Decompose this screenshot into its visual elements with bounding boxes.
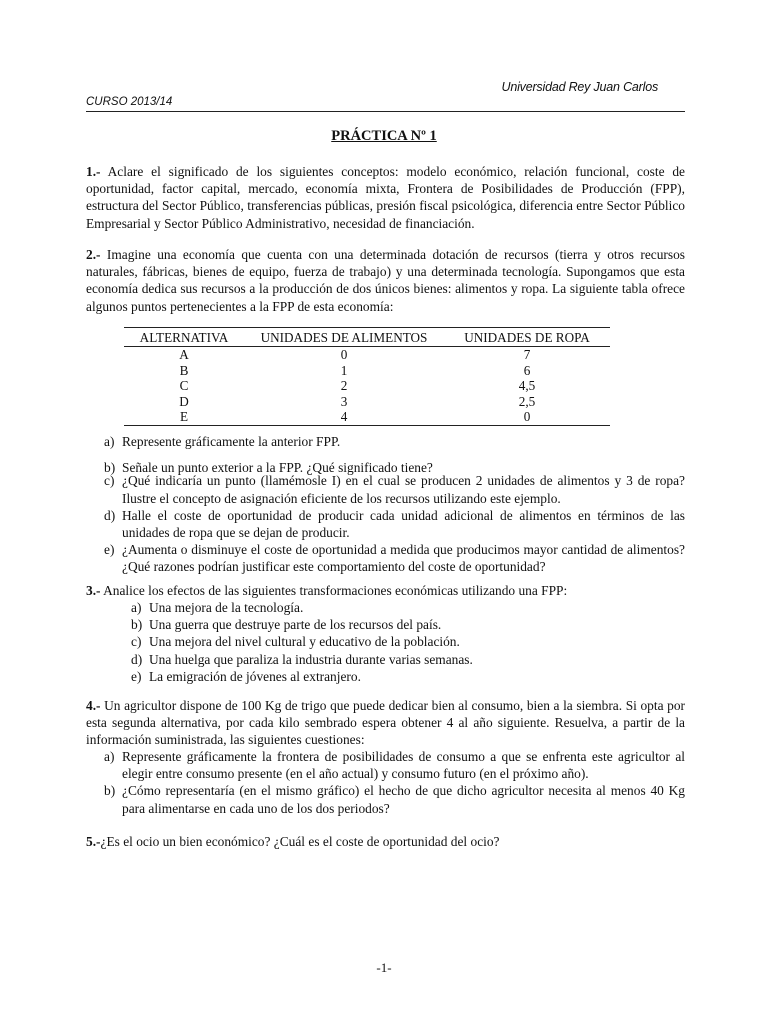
item-label: b) [104, 460, 116, 476]
question-5-text: ¿Es el ocio un bien económico? ¿Cuál es el coste de oportunidad del ocio? [100, 834, 500, 849]
table-cell: E [124, 409, 244, 425]
question-2-subitems [104, 433, 685, 576]
item-text: Halle el coste de oportunidad de producir cada unidad adicional de alimentos en términos de las unidades de ropa que se dejan de producir. [122, 507, 685, 541]
item-text: ¿Aumenta o disminuye el coste de oportunidad a medida que producimos mayor cantidad de alimentos? ¿Qué razones podrían justificar este comportamiento del coste de oportunidad? [122, 542, 685, 575]
course-label: CURSO 2013/14 [86, 96, 173, 108]
table-cell: 4 [244, 409, 444, 425]
list-item [131, 599, 685, 616]
table-row [124, 347, 610, 363]
table-header-cell: UNIDADES DE ROPA [444, 328, 610, 347]
item-text: Una huelga que paraliza la industria durante varias semanas. [149, 651, 473, 667]
table-cell: B [179, 362, 189, 378]
list-item [104, 541, 685, 575]
question-3-text: Analice los efectos de las siguientes transformaciones económicas utilizando una FPP: [103, 583, 568, 598]
item-text: ¿Cómo representaría (en el mismo gráfico) el hecho de que dicho agricultor necesita al menos 40 Kg para alimentarse en cada uno de los dos periodos? [122, 783, 685, 816]
question-5 [86, 833, 685, 850]
table-row [124, 363, 610, 379]
table-header-cell: ALTERNATIVA [124, 328, 244, 347]
item-text: Una mejora del nivel cultural y educativo de la población. [149, 634, 460, 650]
table-cell: 4,5 [518, 378, 536, 394]
table-cell: D [179, 393, 189, 409]
university-name: Universidad Rey Juan Carlos [501, 80, 658, 94]
table-header-cell: UNIDADES DE ALIMENTOS [244, 328, 444, 347]
item-label: d) [104, 507, 116, 523]
table-cell: 7 [523, 347, 531, 362]
fpp-table [124, 327, 610, 426]
item-label: a) [104, 434, 115, 449]
table-cell: 2 [340, 378, 348, 394]
item-text: Una mejora de la tecnología. [149, 600, 304, 615]
table-row [124, 394, 610, 410]
question-4-number: 4.- [86, 698, 101, 713]
item-label: c) [104, 473, 115, 489]
question-4-text: Un agricultor dispone de 100 Kg de trigo que puede dedicar bien al consumo, bien a la siembra. Si opta por esta segunda alternativa, por cada kilo sembrado espera obtener 4 al año siguiente. Resuelva, a partir de la información suministrada, las siguientes cuestiones: [86, 698, 685, 748]
table-cell: 6 [523, 362, 531, 378]
question-2-number: 2.- [86, 247, 101, 262]
question-1 [86, 163, 685, 232]
list-item [104, 507, 685, 541]
item-label: e) [131, 668, 142, 684]
page-title: PRÁCTICA Nº 1 [331, 128, 437, 144]
list-item [104, 748, 685, 782]
question-4 [86, 697, 685, 749]
table-cell: 3 [340, 393, 348, 409]
item-label: a) [131, 600, 142, 615]
question-3-number: 3.- [86, 583, 101, 598]
item-text: La emigración de jóvenes al extranjero. [149, 668, 361, 684]
table-header-row [124, 328, 610, 347]
table-cell: 2,5 [518, 393, 536, 409]
item-label: a) [104, 749, 115, 764]
header-rule [86, 111, 685, 112]
question-1-text: Aclare el significado de los siguientes conceptos: modelo económico, relación funcional, coste de oportunidad, factor capital, mercado, economía mixta, Frontera de Posibilidades de Producción (FPP), estructura del Sector Público, transferencias públicas, presión fiscal psicológica, diferencia entre Sector Público Empresarial y Sector Público Administrativo, necesidad de financiación. [86, 164, 686, 231]
question-1-number: 1.- [86, 164, 101, 179]
question-2-text: Imagine una economía que cuenta con una determinada dotación de recursos (tierra y otros recursos naturales, fábricas, bienes de equipo, fuerza de trabajo) y una determinada tecnología. Supongamos que esta economía dedica sus recursos a la producción de dos únicos bienes: alimentos y ropa. La siguiente tabla ofrece algunos puntos pertenecientes a la FPP de esta economía: [86, 247, 685, 314]
item-text: Represente gráficamente la frontera de posibilidades de consumo a que se enfrenta este agricultor al elegir entre consumo presente (en el año actual) y consumo futuro (en el próximo año). [122, 749, 685, 782]
list-item [104, 472, 685, 506]
list-item [131, 651, 685, 668]
item-label: b) [104, 783, 116, 799]
table-cell: 0 [340, 347, 348, 362]
list-item [104, 433, 685, 450]
item-text: Una guerra que destruye parte de los recursos del país. [149, 617, 442, 633]
question-2 [86, 246, 685, 315]
page-number: -1- [376, 960, 392, 975]
item-text: Represente gráficamente la anterior FPP. [122, 434, 341, 449]
list-item [131, 668, 685, 685]
table-cell: A [179, 347, 189, 362]
item-label: c) [131, 634, 142, 650]
table-row [124, 409, 610, 425]
list-item [131, 616, 685, 633]
question-3-subitems [131, 599, 685, 685]
table-cell: 1 [340, 362, 348, 378]
question-3 [86, 582, 685, 599]
table-cell: C [179, 378, 189, 394]
item-label: d) [131, 651, 143, 667]
table-row [124, 378, 610, 394]
item-label: b) [131, 617, 143, 633]
item-text: Señale un punto exterior a la FPP. ¿Qué significado tiene? [122, 460, 433, 476]
item-label: e) [104, 542, 115, 558]
item-text: ¿Qué indicaría un punto (llamémosle I) en el cual se producen 2 unidades de alimentos y 3 de ropa? Ilustre el concepto de asignación eficiente de los recursos utilizando este ejemplo. [122, 473, 685, 506]
question-4-subitems [104, 748, 685, 817]
list-item [131, 633, 685, 650]
question-5-number: 5.- [86, 834, 101, 849]
list-item [104, 782, 685, 816]
table-cell: 0 [444, 409, 610, 425]
